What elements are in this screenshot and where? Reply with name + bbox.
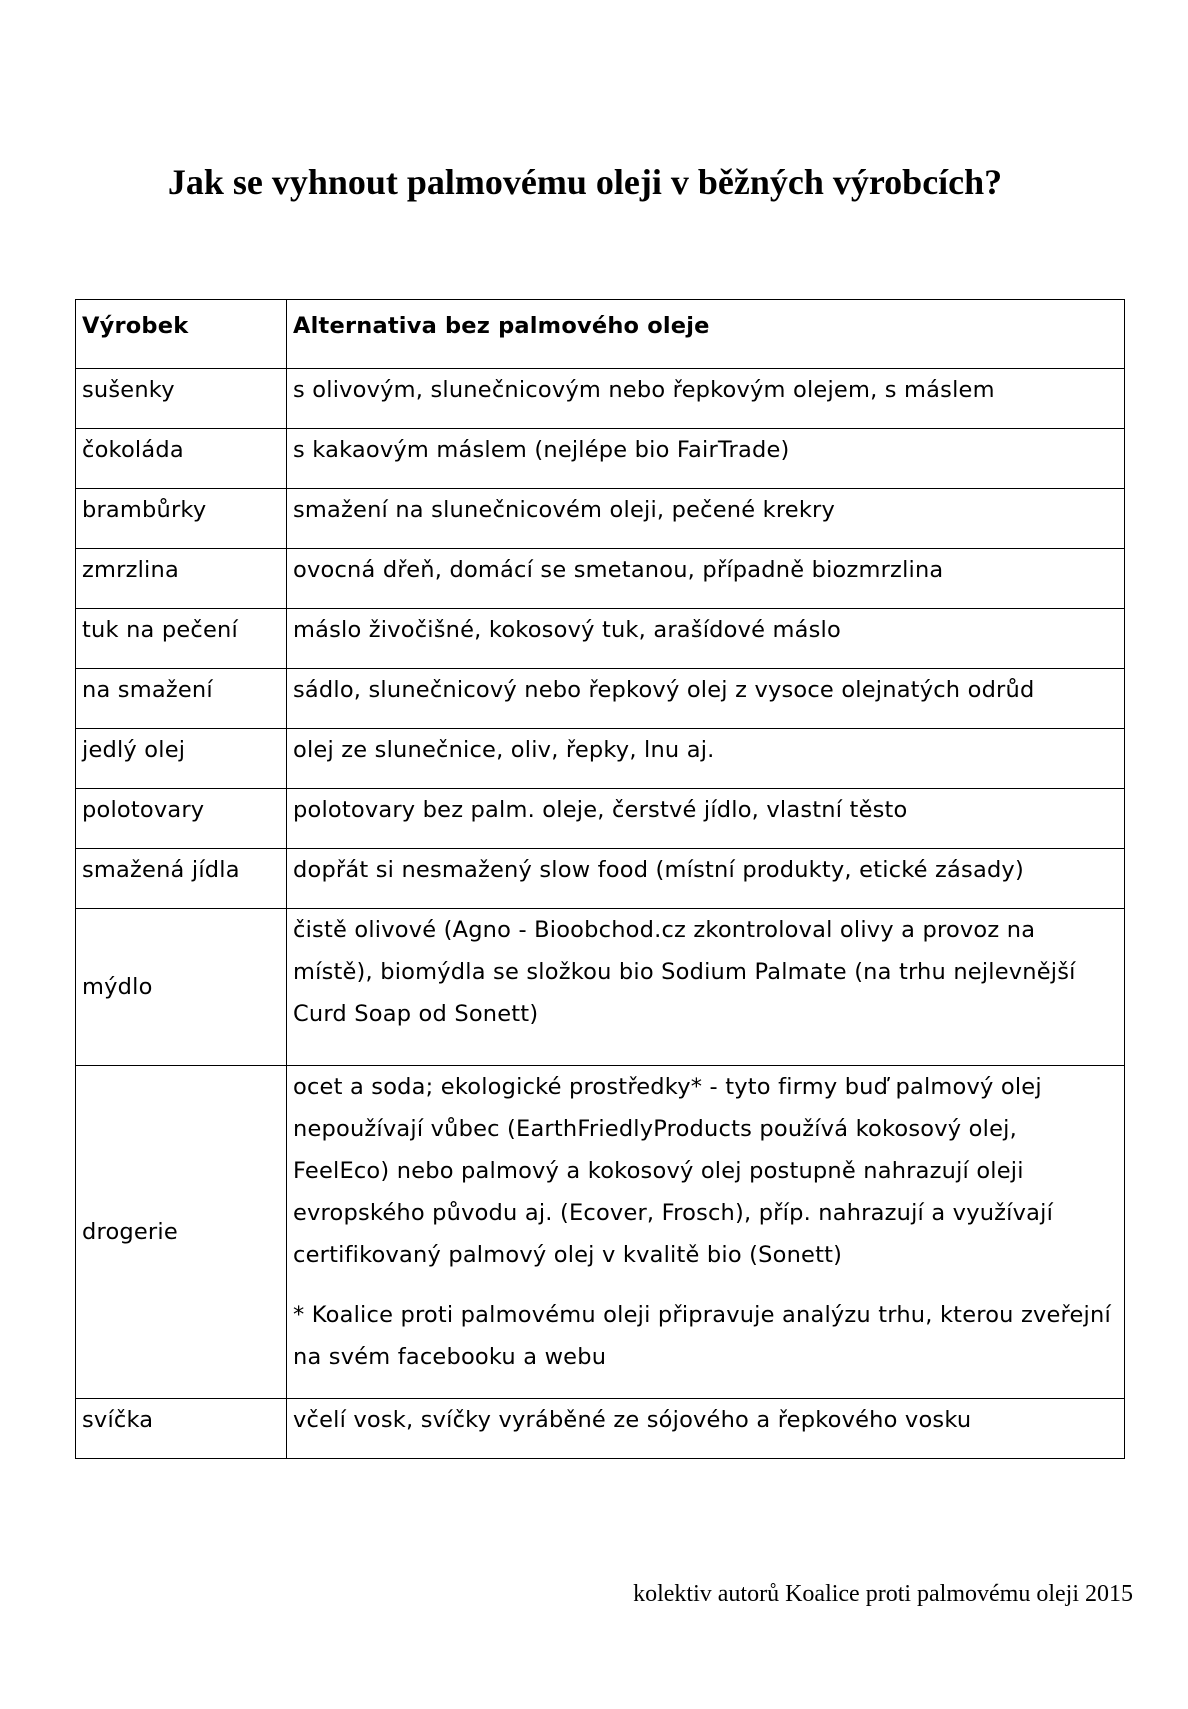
alternative-text: ocet a soda; ekologické prostředky* - tyto firmy buď palmový olej nepoužívají vůbec (EarthFriedlyProducts používá kokosový olej, FeelEco) nebo palmový a kokosový olej postupně nahrazují oleji evropského původu aj. (Ecover, Frosch), příp. nahrazují a využívají certifikovaný palmový olej v kvalitě bio (Sonett) [293, 1074, 1054, 1268]
product-cell: svíčka [76, 1399, 287, 1459]
table-row [76, 1066, 1125, 1399]
table-row [76, 849, 1125, 909]
alternative-cell: sádlo, slunečnicový nebo řepkový olej z vysoce olejnatých odrůd [287, 669, 1125, 729]
alternative-cell: včelí vosk, svíčky vyráběné ze sójového a řepkového vosku [287, 1399, 1125, 1459]
alternative-cell: s olivovým, slunečnicovým nebo řepkovým olejem, s máslem [287, 369, 1125, 429]
table-row [76, 789, 1125, 849]
alternative-cell: čistě olivové (Agno - Bioobchod.cz zkontroloval olivy a provoz na místě), biomýdla se složkou bio Sodium Palmate (na trhu nejlevnější Curd Soap od Sonett) [287, 909, 1125, 1066]
product-cell: sušenky [76, 369, 287, 429]
table-row [76, 369, 1125, 429]
product-cell: čokoláda [76, 429, 287, 489]
alternative-cell: s kakaovým máslem (nejlépe bio FairTrade) [287, 429, 1125, 489]
product-cell: smažená jídla [76, 849, 287, 909]
alternatives-table [75, 299, 1125, 1459]
page-title: Jak se vyhnout palmovému oleji v běžných výrobcích? [167, 162, 1003, 202]
table-row [76, 429, 1125, 489]
footnote: * Koalice proti palmovému oleji připravuje analýzu trhu, kterou zveřejní na svém facebooku a webu [293, 1302, 1111, 1370]
author-credit: kolektiv autorů Koalice proti palmovému oleji 2015 [633, 1581, 1133, 1607]
header-product: Výrobek [76, 300, 287, 369]
alternative-cell: smažení na slunečnicovém oleji, pečené krekry [287, 489, 1125, 549]
alternative-cell: dopřát si nesmažený slow food (místní produkty, etické zásady) [287, 849, 1125, 909]
product-cell: mýdlo [76, 909, 287, 1066]
product-cell: polotovary [76, 789, 287, 849]
table-header-row [76, 300, 1125, 369]
table-row [76, 729, 1125, 789]
alternative-cell: olej ze slunečnice, oliv, řepky, lnu aj. [287, 729, 1125, 789]
table-row [76, 669, 1125, 729]
header-alternative: Alternativa bez palmového oleje [287, 300, 1125, 369]
table-row [76, 489, 1125, 549]
table-row [76, 909, 1125, 1066]
table-row [76, 1399, 1125, 1459]
table-row [76, 549, 1125, 609]
product-cell: tuk na pečení [76, 609, 287, 669]
product-cell: jedlý olej [76, 729, 287, 789]
product-cell: zmrzlina [76, 549, 287, 609]
product-cell: drogerie [76, 1066, 287, 1399]
product-cell: brambůrky [76, 489, 287, 549]
alternative-cell [287, 1066, 1125, 1399]
alternative-cell: polotovary bez palm. oleje, čerstvé jídlo, vlastní těsto [287, 789, 1125, 849]
alternative-cell: ovocná dřeň, domácí se smetanou, případně biozmrzlina [287, 549, 1125, 609]
table-row [76, 609, 1125, 669]
product-cell: na smažení [76, 669, 287, 729]
alternative-cell: máslo živočišné, kokosový tuk, arašídové máslo [287, 609, 1125, 669]
